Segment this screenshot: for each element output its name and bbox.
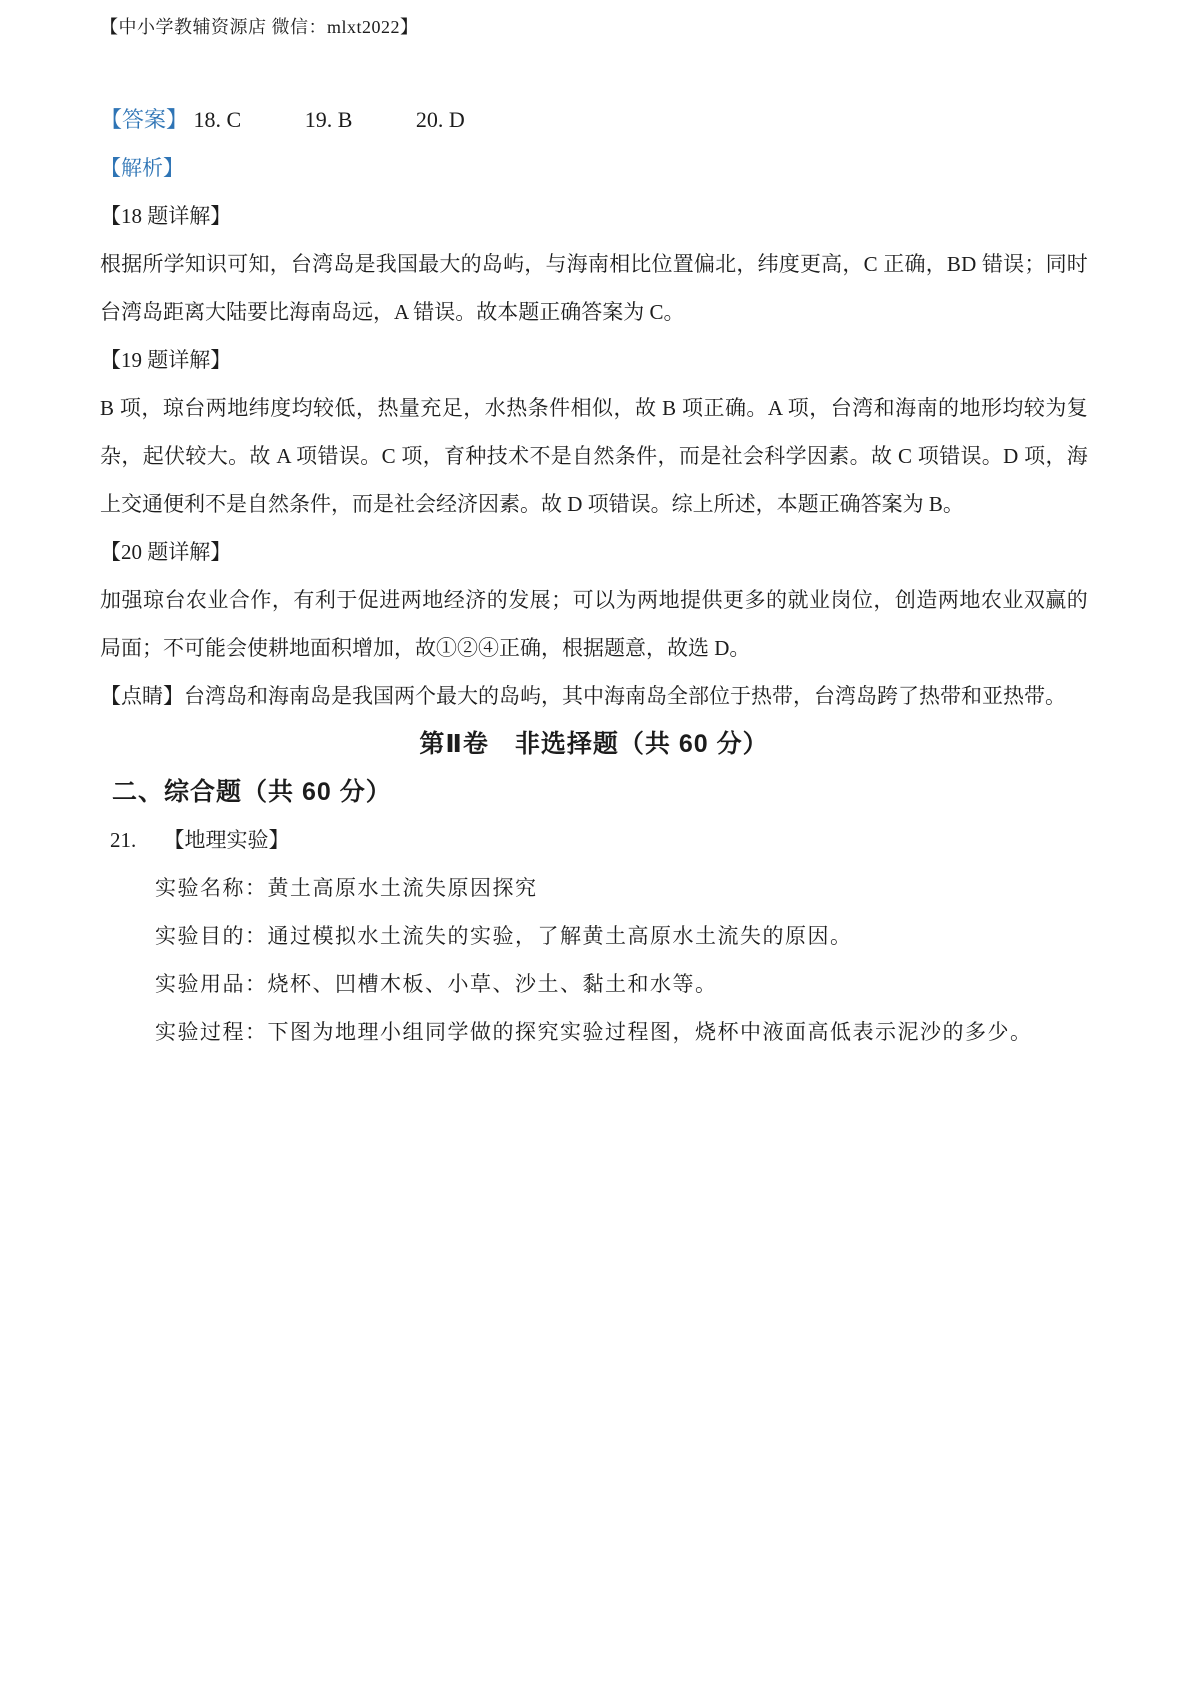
explanation-19-line-1: B 项，琼台两地纬度均较低，热量充足，水热条件相似，故 B 项正确。A 项，台湾和海南的地形均较为复 — [100, 396, 1088, 420]
part2-title: 第Ⅱ卷 非选择题（共 60 分） — [419, 730, 769, 758]
explanation-20-heading: 【20 题详解】 — [100, 540, 232, 564]
answer-q20: 20. D — [415, 107, 465, 132]
section-two-title: 二、综合题（共 60 分） — [112, 778, 392, 806]
experiment-supplies-line: 实验用品：烧杯、凹槽木板、小草、沙土、黏土和水等。 — [155, 972, 718, 996]
tip-line: 【点睛】台湾岛和海南岛是我国两个最大的岛屿，其中海南岛全部位于热带，台湾岛跨了热带和亚热带。 — [100, 684, 1066, 708]
explanation-18-line-2: 台湾岛距离大陆要比海南岛远，A 错误。故本题正确答案为 C。 — [100, 300, 685, 324]
explanation-18-line-1: 根据所学知识可知，台湾岛是我国最大的岛屿，与海南相比位置偏北，纬度更高，C 正确，BD 错误；同时 — [100, 252, 1088, 276]
question-21-line — [110, 816, 1088, 864]
question-21-number: 21. — [110, 828, 137, 852]
experiment-name-line: 实验名称：黄土高原水土流失原因探究 — [155, 876, 538, 900]
top-spacer — [100, 40, 1088, 96]
analysis-label: 【解析】 — [100, 156, 184, 180]
explanation-20-line-2: 局面；不可能会使耕地面积增加，故①②④正确，根据题意，故选 D。 — [100, 636, 751, 660]
question-21-tag: 【地理实验】 — [163, 828, 290, 852]
header-watermark: 【中小学教辅资源店 微信：mlxt2022】 — [100, 17, 419, 37]
explanation-19-heading: 【19 题详解】 — [100, 348, 232, 372]
answer-line — [100, 96, 1088, 144]
explanation-19-line-2: 杂，起伏较大。故 A 项错误。C 项，育种技术不是自然条件，而是社会科学因素。故 C 项错误。D 项，海 — [100, 444, 1088, 468]
experiment-process-line: 实验过程：下图为地理小组同学做的探究实验过程图，烧杯中液面高低表示泥沙的多少。 — [155, 1020, 1033, 1044]
answer-label: 【答案】 — [100, 107, 189, 132]
explanation-18-heading: 【18 题详解】 — [100, 204, 232, 228]
answer-q18: 18. C — [193, 107, 242, 132]
answer-q19: 19. B — [304, 107, 353, 132]
experiment-purpose-line: 实验目的：通过模拟水土流失的实验，了解黄土高原水土流失的原因。 — [155, 924, 853, 948]
explanation-20-line-1: 加强琼台农业合作，有利于促进两地经济的发展；可以为两地提供更多的就业岗位，创造两地农业双赢的 — [100, 588, 1088, 612]
explanation-19-line-3: 上交通便利不是自然条件，而是社会经济因素。故 D 项错误。综上所述，本题正确答案为 B。 — [100, 492, 964, 516]
